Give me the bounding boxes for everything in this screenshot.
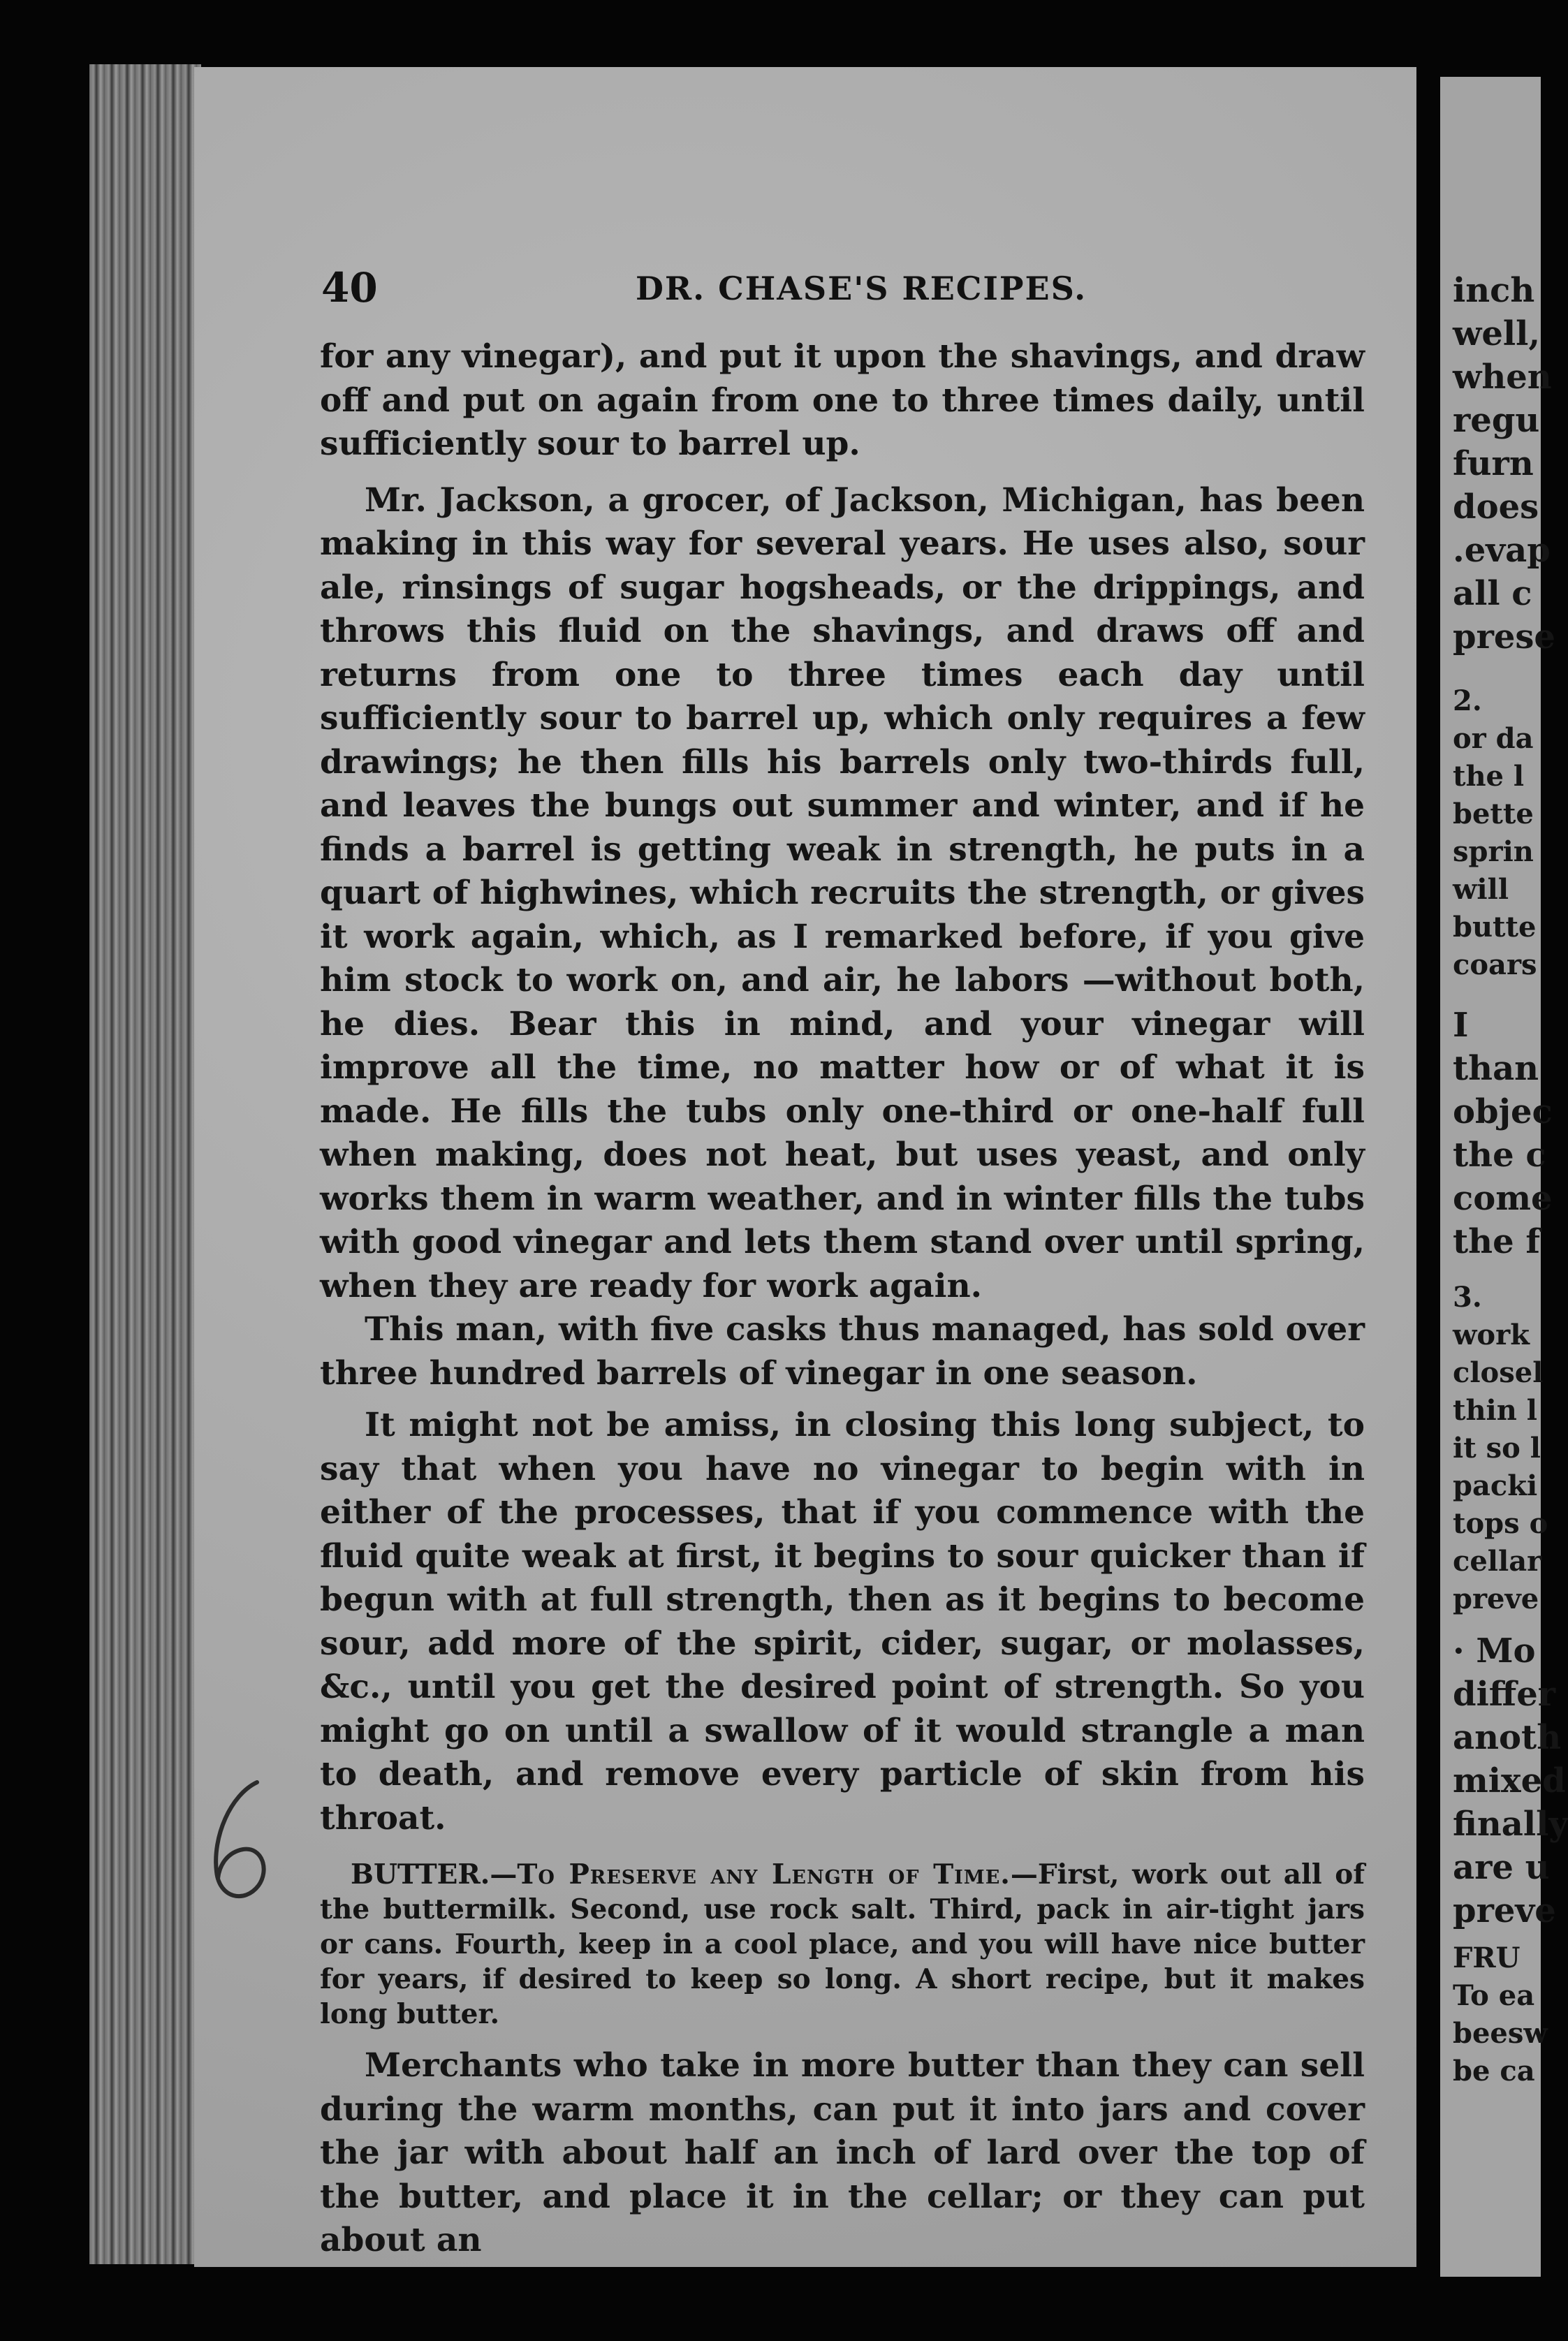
next-page-line: or da [1453, 722, 1534, 755]
next-page-line: thin l [1453, 1394, 1537, 1427]
recipe-subtitle: To Preserve any Length of Time. [517, 1858, 1011, 1891]
next-page-line: when [1453, 358, 1552, 397]
next-page-line: well, [1453, 314, 1541, 353]
next-page-line: be ca [1453, 2055, 1535, 2087]
next-page-line: 2. [1453, 684, 1482, 717]
next-page-line: will [1453, 873, 1509, 906]
paragraph: It might not be amiss, in closing this long subject, to say that when you have no vinegar to begin with in either of the processes, that if you commence with the fluid quite weak at first, it begins to sour quicker than if begun with at full strength, then as it begins to become sour, add more of the spirit, cider, sugar, or molasses, &c., until you get the desired point of strength. So you might go on until a swallow of it would strangle a man to death, and remove every particle of skin from his throat. [320, 1406, 1365, 1837]
next-page-line: objec [1453, 1092, 1553, 1131]
next-page-line: does [1453, 487, 1539, 527]
paragraph: Merchants who take in more butter than they can sell during the warm months, can put it into jars and cover the jar with about half an inch of lard over the top of the butter, and place it in the cellar; or they can put about an [320, 2046, 1365, 2259]
next-page-line: preve [1453, 1891, 1556, 1930]
next-page-line: butte [1453, 911, 1537, 944]
next-page-line: furn [1453, 444, 1534, 483]
next-page-line: come [1453, 1179, 1553, 1218]
paragraph: This man, with five casks thus managed, has sold over three hundred barrels of vinegar in one season. [320, 1310, 1365, 1393]
next-page-line: inch [1453, 271, 1535, 310]
next-page-line: work [1453, 1319, 1530, 1351]
page-body [320, 335, 1365, 2263]
recipe-entry: BUTTER.—To Preserve any Length of Time.—First, work out all of the buttermilk. Second, use rock salt. Third, pack in air-tight jars or cans. Fourth, keep in a cool place, and you will have nice butter for years, if desired to keep so long. A short recipe, but it makes long butter. [320, 1858, 1365, 2030]
next-page-line: I [1453, 1006, 1469, 1045]
next-page-line: tops o [1453, 1507, 1548, 1540]
next-page-line: To ea [1453, 1979, 1535, 2012]
running-head: DR. CHASE'S RECIPES. [636, 270, 1087, 307]
next-page-line: sprin [1453, 835, 1534, 868]
next-page-line: the l [1453, 760, 1525, 793]
next-page-line: finally [1453, 1805, 1568, 1844]
next-page-line: anoth [1453, 1718, 1562, 1757]
book-edge [89, 64, 201, 2264]
next-page-line: .evap [1453, 531, 1551, 570]
next-page-line: preve [1453, 1583, 1539, 1615]
handwritten-number-six [203, 1774, 279, 1914]
paragraph: Mr. Jackson, a grocer, of Jackson, Michigan, has been making in this way for several years. He uses also, sour ale, rinsings of sugar hogsheads, or the drippings, and throws this fluid on the shavings, and draws off and returns from one to three times each day until sufficiently sour to barrel up, which only requires a few drawings; he then fills his barrels only two-thirds full, and leaves the bungs out summer and winter, and if he finds a barrel is getting weak in strength, he puts in a quart of highwines, which recruits the strength, or gives it work again, which, as I remarked before, if you give him stock to work on, and air, he labors —without both, he dies. Bear this in mind, and your vinegar will improve all the time, no matter how or of what it is made. He fills the tubs only one-third or one-half full when making, does not heat, but uses yeast, and only works them in warm weather, and in winter fills the tubs with good vinegar and lets them stand over until spring, when they are ready for work again. [320, 480, 1365, 1305]
next-page-line: coars [1453, 948, 1537, 981]
next-page-line: mixed [1453, 1761, 1566, 1800]
next-page-line: FRU [1453, 1942, 1521, 1974]
next-page-line: prese [1453, 617, 1555, 656]
next-page-line: it so l [1453, 1432, 1541, 1465]
next-page-line: beesw [1453, 2017, 1548, 2050]
handwritten-margin-note [203, 1774, 279, 1914]
next-page-line: · Mo [1453, 1631, 1536, 1671]
next-page-line: all c [1453, 574, 1532, 613]
next-page-line: the c [1453, 1136, 1546, 1175]
next-page-line: are u [1453, 1848, 1550, 1887]
next-page-line: 3. [1453, 1281, 1482, 1314]
next-page-line: differ [1453, 1675, 1556, 1714]
paragraph: for any vinegar), and put it upon the shavings, and draw off and put on again from one to three times daily, until sufficiently sour to barrel up. [320, 337, 1365, 463]
next-page-line: bette [1453, 798, 1534, 830]
next-page-line: closel [1453, 1356, 1544, 1389]
adjacent-page-fragment [1440, 77, 1568, 2277]
recipe-text: First, work out all of the buttermilk. Second, use rock salt. Third, pack in air-tight jars or cans. Fourth, keep in a cool place, and you will have nice butter for years, if desired to keep so long. A short recipe, but it makes long butter. [320, 1858, 1365, 2030]
next-page-line: regu [1453, 401, 1540, 440]
page-number: 40 [321, 264, 378, 311]
next-page-line: the f [1453, 1222, 1540, 1261]
page-header [321, 264, 1362, 313]
next-page-line: cellar [1453, 1545, 1542, 1578]
recipe-title: BUTTER. [351, 1858, 490, 1891]
next-page-line: than [1453, 1049, 1539, 1088]
next-page-line: packi [1453, 1469, 1538, 1502]
